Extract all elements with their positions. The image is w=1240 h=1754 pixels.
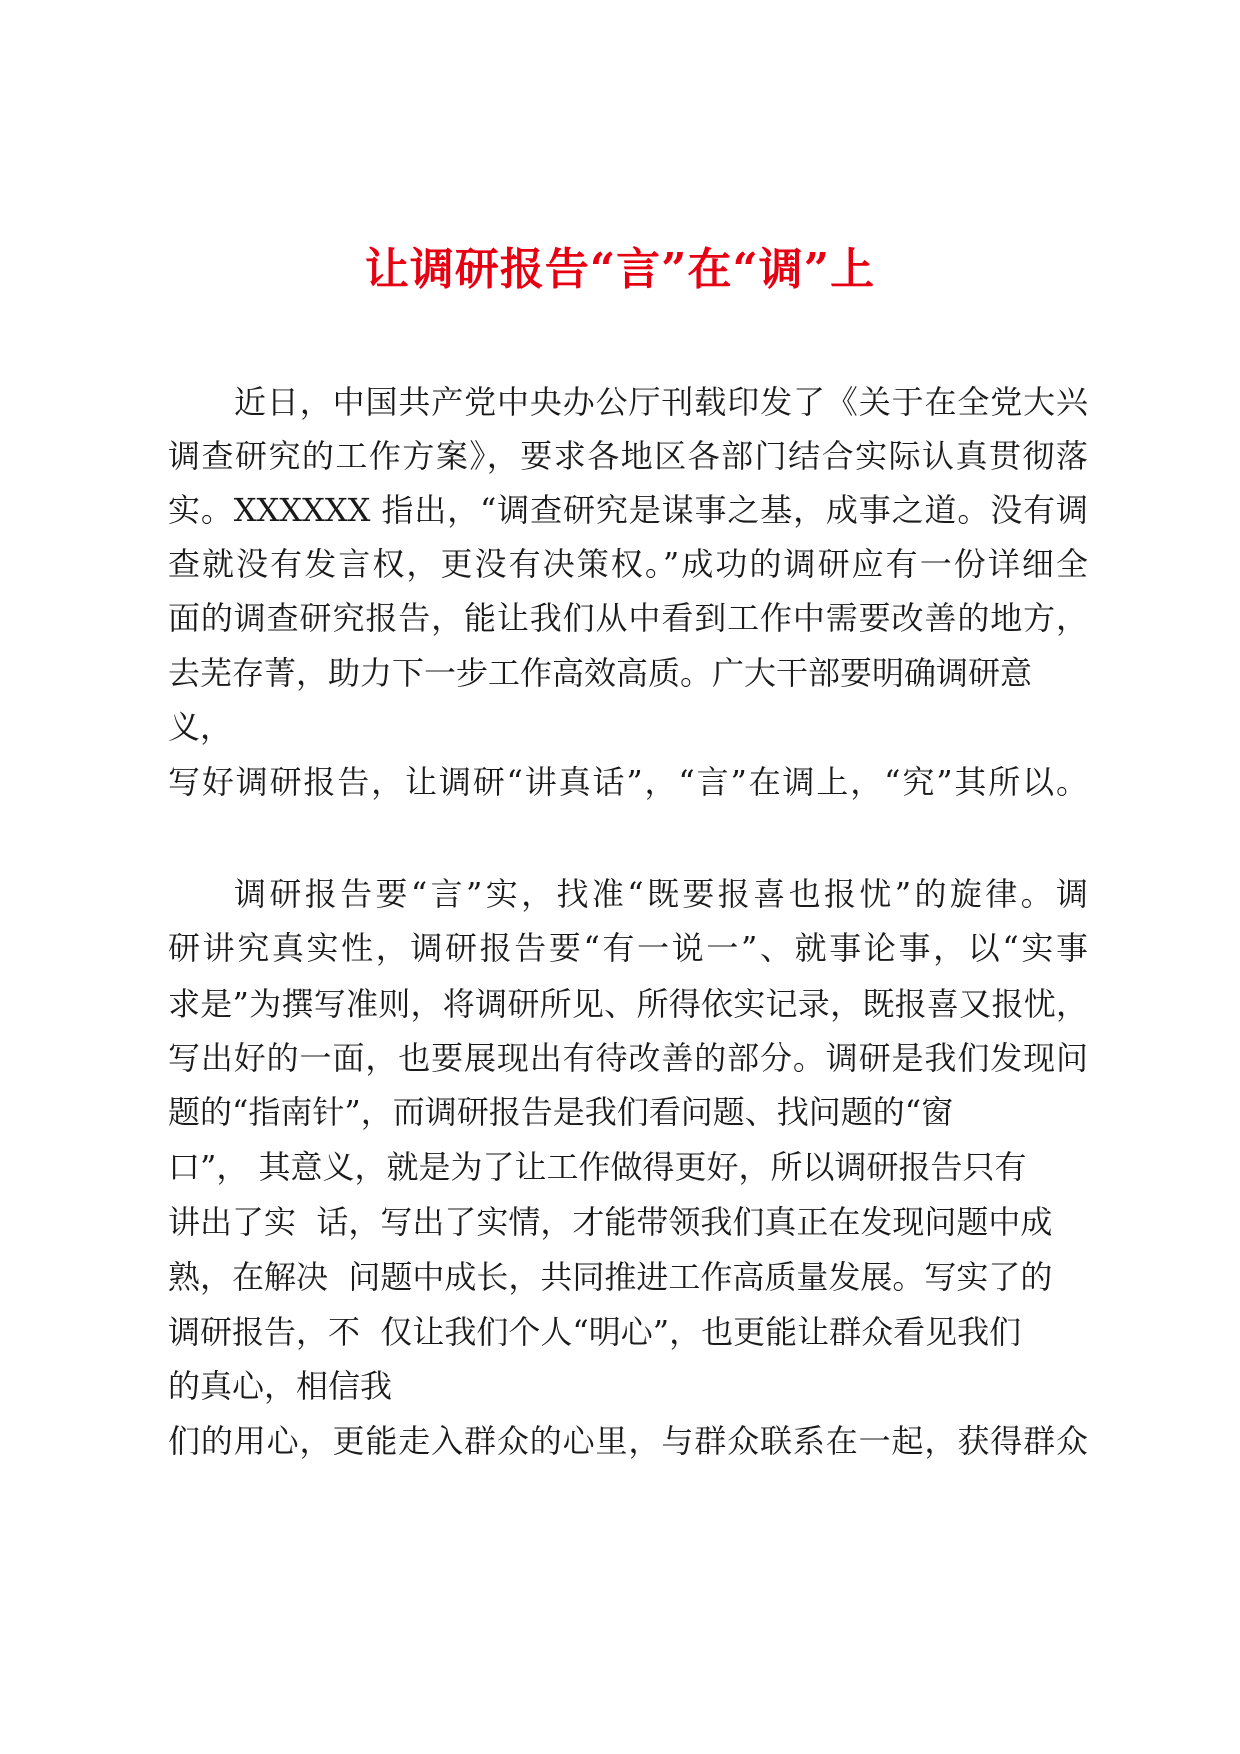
body-line: 写出好的一面，也要展现出有待改善的部分。调研是我们发现问 [168, 1039, 1088, 1077]
body-line: 写好调研报告，让调研“讲真话”，“言”在调上，“究”其所以。 [168, 763, 1088, 801]
body-line: 讲出了实 话，写出了实情，才能带领我们真正在发现问题中成 [168, 1203, 1053, 1241]
body-line: 们的用心，更能走入群众的心里，与群众联系在一起，获得群众 [168, 1422, 1088, 1460]
body-line: 去芜存菁，助力下一步工作高效高质。广大干部要明确调研意 [168, 654, 1033, 692]
body-line: 题的“指南针”，而调研报告是我们看问题、找问题的“窗 [168, 1093, 954, 1131]
body-line: 的真心，相信我 [168, 1367, 393, 1405]
body-line: 调研报告，不 仅让我们个人“明心”，也更能让群众看见我们 [168, 1313, 1022, 1351]
body-line: 调研报告要“言”实，找准“既要报喜也报忧”的旋律。调 [234, 875, 1088, 913]
body-line: 研讲究真实性，调研报告要“有一说一”、就事论事，以“实事 [168, 929, 1088, 967]
document-title: 让调研报告“言”在“调”上 [364, 244, 876, 295]
body-line: 查就没有发言权，更没有决策权。”成功的调研应有一份详细全 [168, 545, 1088, 583]
body-line: 调查研究的工作方案》，要求各地区各部门结合实际认真贯彻落 [168, 437, 1088, 475]
body-line: 口”， 其意义，就是为了让工作做得更好，所以调研报告只有 [168, 1148, 1027, 1186]
body-line: 面的调查研究报告，能让我们从中看到工作中需要改善的地方， [168, 599, 1088, 637]
body-line: 近日，中国共产党中央办公厅刊载印发了《关于在全党大兴 [234, 383, 1088, 421]
body-line: 义， [168, 708, 233, 746]
body-line: 实。XXXXXX 指出，“调查研究是谋事之基，成事之道。没有调 [168, 491, 1088, 529]
body-line: 熟，在解决 问题中成长，共同推进工作高质量发展。写实了的 [168, 1258, 1053, 1296]
body-line: 求是”为撰写准则，将调研所见、所得依实记录，既报喜又报忧， [168, 985, 1088, 1023]
